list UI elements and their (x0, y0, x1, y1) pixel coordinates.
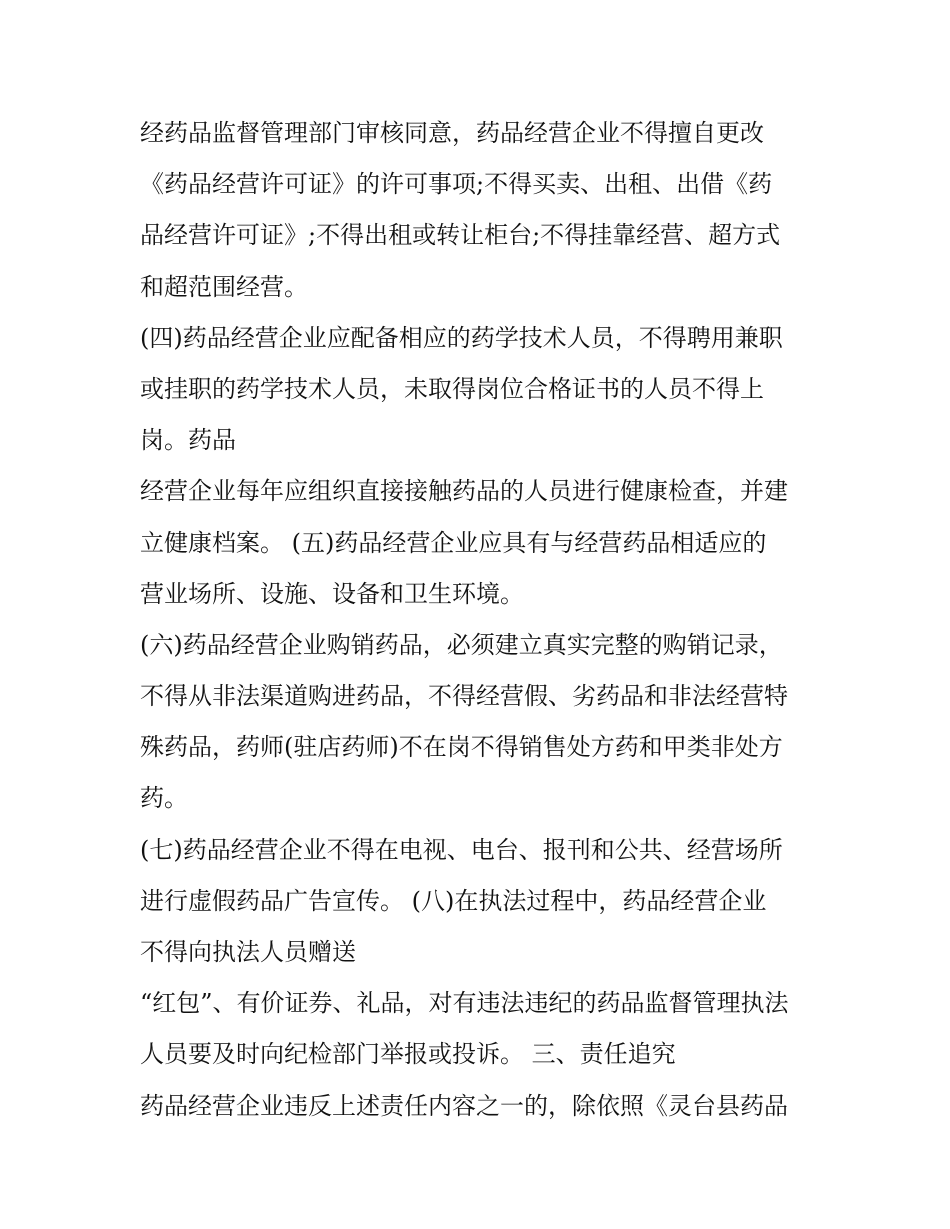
text-line: 或挂职的药学技术人员，未取得岗位合格证书的人员不得上 (140, 374, 764, 403)
text-line: 药品经营企业违反上述责任内容之一的，除依照《灵台县药品 (140, 1091, 788, 1120)
text-line: 品经营许可证》;不得出租或转让柜台;不得挂靠经营、超方式 (140, 221, 781, 250)
text-line: 进行虚假药品广告宣传。 (八)在执法过程中，药品经营企业 (140, 886, 767, 915)
text-line: (四)药品经营企业应配备相应的药学技术人员，不得聘用兼职 (140, 323, 783, 352)
text-line: 营业场所、设施、设备和卫生环境。 (140, 579, 524, 608)
text-line: 殊药品，药师(驻店药师)不在岗不得销售处方药和甲类非处方 (140, 733, 783, 762)
document-body (140, 108, 830, 1132)
text-line: 不得从非法渠道购进药品，不得经营假、劣药品和非法经营特 (140, 682, 788, 711)
text-line: (六)药品经营企业购销药品，必须建立真实完整的购销记录， (140, 630, 783, 659)
text-line: 人员要及时向纪检部门举报或投诉。 三、责任追究 (140, 1040, 676, 1069)
text-line: (七)药品经营企业不得在电视、电台、报刊和公共、经营场所 (140, 835, 783, 864)
text-line: 经药品监督管理部门审核同意，药品经营企业不得擅自更改 (140, 119, 764, 147)
text-line: 经营企业每年应组织直接接触药品的人员进行健康检查，并建 (140, 477, 788, 506)
text-line: 《药品经营许可证》的许可事项;不得买卖、出租、出借《药 (140, 170, 773, 199)
text-line: 药。 (140, 784, 188, 813)
text-line: “红包”、有价证券、礼品，对有违法违纪的药品监督管理执法 (140, 989, 789, 1018)
text-line: 立健康档案。 (五)药品经营企业应具有与经营药品相适应的 (140, 528, 767, 557)
text-line: 不得向执法人员赠送 (140, 938, 356, 966)
text-line: 岗。药品 (140, 426, 236, 455)
text-line: 和超范围经营。 (140, 272, 308, 301)
